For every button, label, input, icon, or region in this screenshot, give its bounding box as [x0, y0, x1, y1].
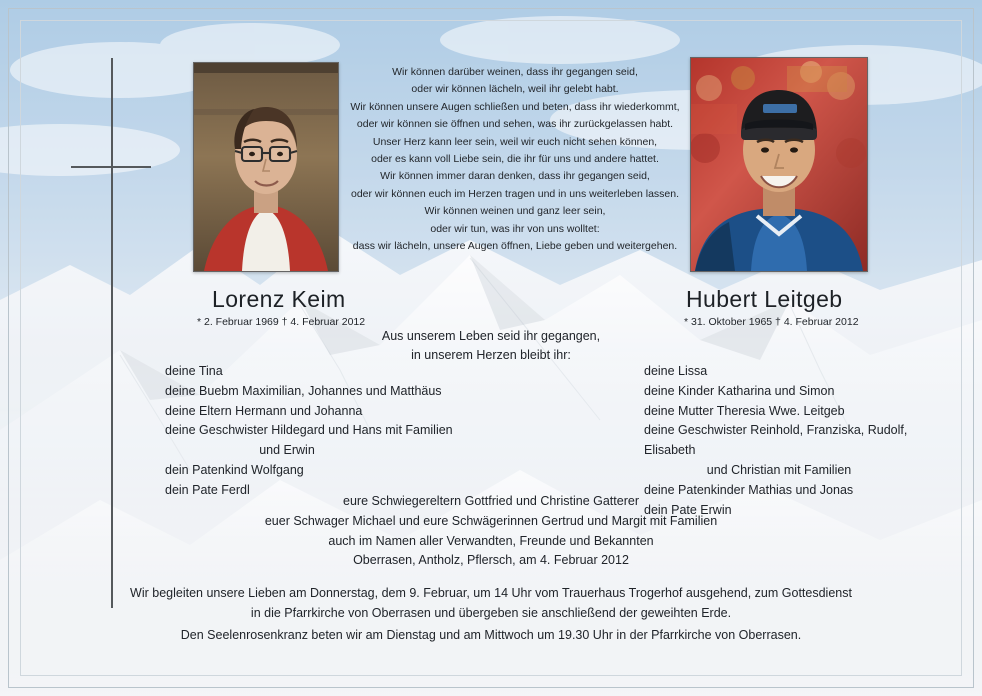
- mourner-line: und Erwin: [259, 443, 315, 458]
- intro-line: in unserem Herzen bleibt ihr:: [411, 348, 571, 362]
- mourner-line: und Christian mit Familien: [706, 462, 852, 477]
- deceased-name-right: Hubert Leitgeb: [686, 286, 843, 312]
- relatives-line: euer Schwager Michael und eure Schwägerinnen Gertrud und Margit mit Familien: [264, 513, 718, 528]
- portrait-photo-right: [690, 57, 868, 272]
- poem-line: oder wir können lächeln, weil ihr gelebt habt.: [411, 83, 619, 96]
- poem-line: Wir können unsere Augen schließen und beten, dass ihr wiederkommt,: [350, 100, 680, 113]
- place-and-date-line: Oberrasen, Antholz, Pflersch, am 4. Februar 2012: [353, 553, 629, 567]
- rosary-info: Den Seelenrosenkranz beten wir am Dienstag und am Mittwoch um 19.30 Uhr in der Pfarrkirche von Oberrasen.: [180, 628, 802, 642]
- poem-line: oder wir tun, was ihr von uns wolltet:: [430, 222, 600, 235]
- cross-horizontal-bar: [71, 166, 151, 168]
- poem-line: Wir können immer daran denken, dass ihr gegangen seid,: [380, 170, 650, 183]
- mourner-line: deine Kinder Katharina und Simon: [644, 383, 835, 398]
- mourner-line: deine Lissa: [644, 364, 708, 378]
- portrait-photo-left: [193, 62, 339, 272]
- mourners-left-column: [165, 362, 465, 501]
- deceased-dates-left: * 2. Februar 1969 † 4. Februar 2012: [197, 316, 366, 328]
- poem-line: oder es kann voll Liebe sein, die ihr für uns und andere hattet.: [371, 153, 659, 166]
- mourner-line: deine Geschwister Reinhold, Franziska, Rudolf, Elisabeth: [644, 423, 908, 458]
- mourner-line: deine Mutter Theresia Wwe. Leitgeb: [644, 403, 845, 418]
- funeral-service-info: [118, 583, 864, 623]
- poem-line: dass wir lächeln, unsere Augen öffnen, Liebe geben und weitergehen.: [352, 240, 678, 253]
- service-line: Wir begleiten unsere Lieben am Donnerstag, dem 9. Februar, um 14 Uhr vom Trauerhaus Trogerhof ausgehend, zum Gottesdienst: [130, 586, 852, 600]
- cross-vertical-bar: [111, 58, 113, 608]
- poem-line: Unser Herz kann leer sein, weil wir euch nicht sehen können,: [372, 135, 658, 148]
- mourner-line: dein Patenkind Wolfgang: [165, 462, 304, 477]
- poem-line: Wir können darüber weinen, dass ihr gegangen seid,: [392, 66, 638, 78]
- mourner-line: deine Tina: [165, 364, 223, 378]
- mourner-line: deine Buebm Maximilian, Johannes und Matthäus: [165, 383, 442, 398]
- service-line: in die Pfarrkirche von Oberrasen und übergeben sie anschließend der geweihten Erde.: [250, 606, 732, 620]
- relatives-line: eure Schwiegereltern Gottfried und Christine Gatterer: [343, 494, 639, 508]
- intro-line: Aus unserem Leben seid ihr gegangen,: [381, 329, 601, 343]
- mourner-line: deine Patenkinder Mathias und Jonas: [644, 482, 854, 497]
- memorial-poem: [350, 64, 680, 255]
- mourner-line: dein Pate Erwin: [644, 502, 732, 517]
- relatives-line: auch im Namen aller Verwandten, Freunde und Bekannten: [328, 533, 654, 548]
- intro-text: [341, 327, 641, 365]
- poem-line: oder wir können euch im Herzen tragen und in uns weiterleben lassen.: [350, 187, 680, 200]
- mourner-line: deine Eltern Hermann und Johanna: [165, 403, 363, 418]
- mourner-line: deine Geschwister Hildegard und Hans mit Familien: [165, 423, 453, 438]
- deceased-name-left: Lorenz Keim: [212, 286, 346, 312]
- shared-relatives-block: [141, 492, 841, 551]
- poem-line: oder wir können sie öffnen und sehen, was ihr zurückgelassen habt.: [356, 118, 674, 131]
- deceased-dates-right: * 31. Oktober 1965 † 4. Februar 2012: [684, 316, 859, 328]
- poem-line: Wir können weinen und ganz leer sein,: [424, 205, 606, 218]
- mourner-line: dein Pate Ferdl: [165, 482, 250, 497]
